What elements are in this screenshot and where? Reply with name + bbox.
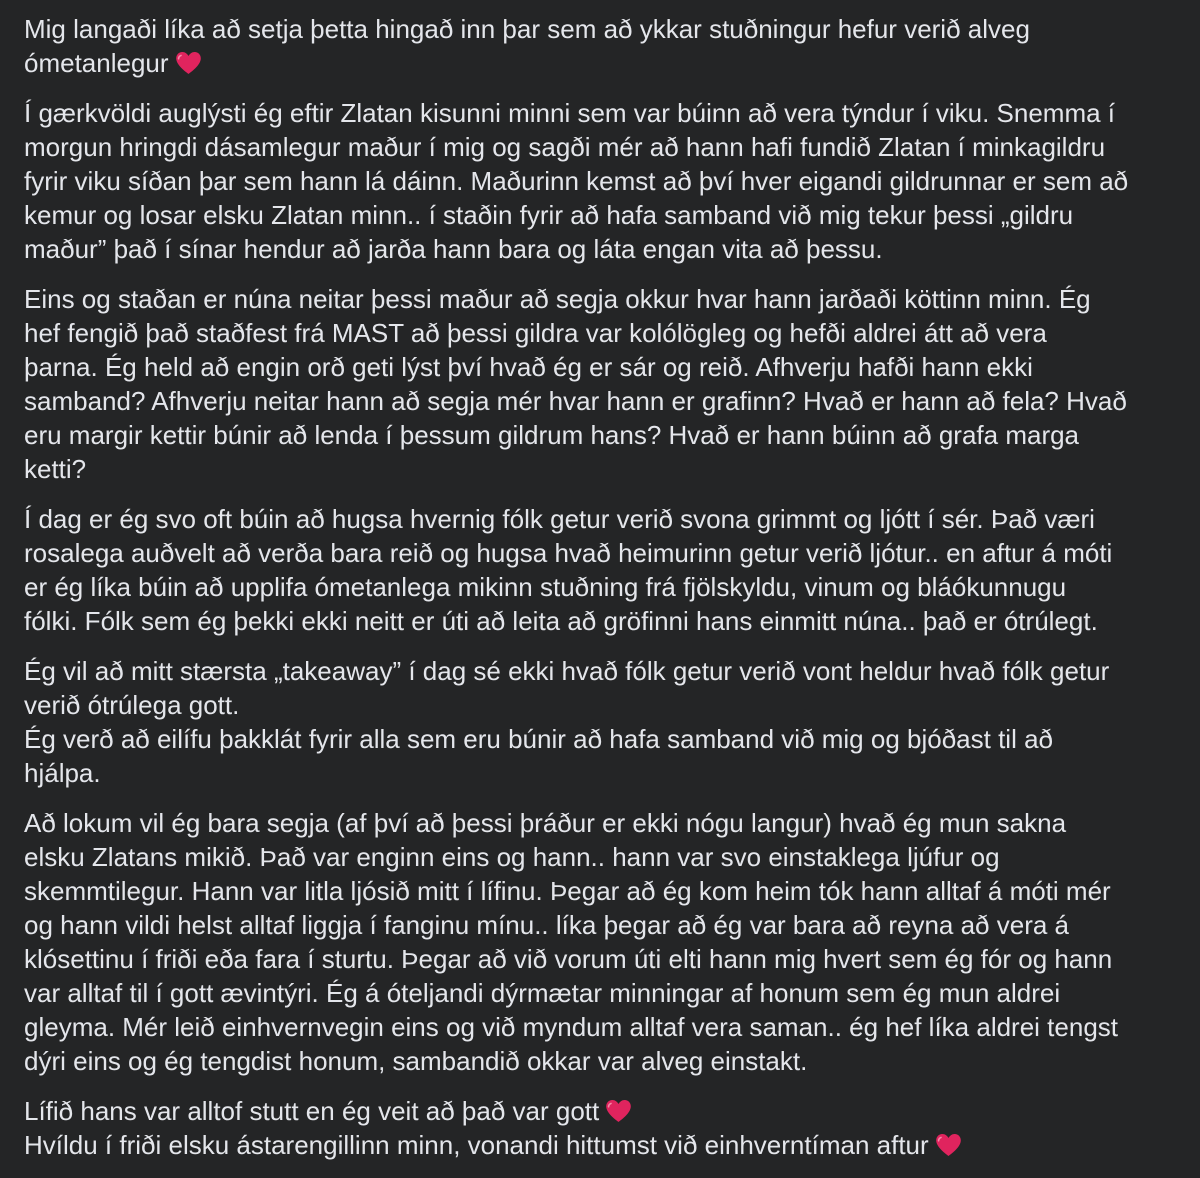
paragraph-7 (24, 1094, 1192, 1162)
text-line: skemmtilegur. Hann var litla ljósið mitt í lífinu. Þegar að ég kom heim tók hann alltaf á móti mér (24, 876, 1111, 906)
text-line: klósettinu í friði eða fara í sturtu. Þegar að við vorum úti elti hann mig hvert sem ég fór og hann (24, 944, 1113, 974)
paragraph-1 (24, 12, 1192, 80)
text-line: Í gærkvöldi auglýsti ég eftir Zlatan kisunni minni sem var búinn að vera týndur í viku. Snemma í (24, 98, 1116, 128)
text-line: kemur og losar elsku Zlatan minn.. í staðin fyrir að hafa samband við mig tekur þessi „gildru (24, 200, 1074, 230)
text-line: er ég líka búin að upplifa ómetanlega mikinn stuðning frá fjölskyldu, vinum og bláókunnugu (24, 572, 1067, 602)
text-line: var alltaf til í gott ævintýri. Ég á óteljandi dýrmætar minningar af honum sem ég mun aldrei (24, 978, 1061, 1008)
text-line: þarna. Ég held að engin orð geti lýst því hvað ég er sár og reið. Afhverju hafði hann ekki (24, 352, 1033, 382)
text-line: dýri eins og ég tengdist honum, sambandið okkar var alveg einstakt. (24, 1046, 808, 1076)
text-line: eru margir kettir búnir að lenda í þessum gildrum hans? Hvað er hann búinn að grafa marga (24, 420, 1080, 450)
text-line: ómetanlegur (24, 48, 169, 78)
text-line: ketti? (24, 454, 87, 484)
text-line: Hvíldu í friði elsku ástarengillinn minn, vonandi hittumst við einhverntíman aftur (24, 1130, 929, 1160)
text-line: maður” það í sínar hendur að jarða hann bara og láta engan vita að þessu. (24, 234, 883, 264)
text-line-with-heart (24, 46, 1192, 80)
heart-icon (175, 51, 202, 75)
text-line: og hann vildi helst alltaf liggja í fanginu mínu.. líka þegar að ég var bara að reyna að vera á (24, 910, 1069, 940)
text-line: Að lokum vil ég bara segja (af því að þessi þráður er ekki nógu langur) hvað ég mun sakna (24, 808, 1067, 838)
paragraph-5 (24, 654, 1192, 790)
heart-icon (935, 1133, 962, 1157)
paragraph-4 (24, 502, 1192, 638)
paragraph-6 (24, 806, 1192, 1078)
text-line: Ég verð að eilífu þakklát fyrir alla sem eru búnir að hafa samband við mig og bjóðast til að (24, 724, 1053, 754)
paragraph-3 (24, 282, 1192, 486)
text-line: hjálpa. (24, 758, 101, 788)
text-line: hef fengið það staðfest frá MAST að þessi gildra var kolólögleg og hefði aldrei átt að vera (24, 318, 1047, 348)
text-line: elsku Zlatans mikið. Það var enginn eins og hann.. hann var svo einstaklega ljúfur og (24, 842, 1000, 872)
text-line: morgun hringdi dásamlegur maður í mig og sagði mér að hann hafi fundið Zlatan í minkagildru (24, 132, 1106, 162)
text-line: gleyma. Mér leið einhvernvegin eins og við myndum alltaf vera saman.. ég hef líka aldrei tengst (24, 1012, 1119, 1042)
text-line: Mig langaði líka að setja þetta hingað inn þar sem að ykkar stuðningur hefur verið alveg (24, 14, 1030, 44)
heart-icon (605, 1099, 632, 1123)
text-line: Lífið hans var alltof stutt en ég veit að það var gott (24, 1096, 600, 1126)
text-line-with-heart (24, 1094, 1192, 1128)
paragraph-2 (24, 96, 1192, 266)
post-body (24, 12, 1192, 1178)
text-line: fyrir viku síðan þar sem hann lá dáinn. Maðurinn kemst að því hver eigandi gildrunnar er sem að (24, 166, 1129, 196)
text-line-with-heart (24, 1128, 1192, 1162)
text-line: Í dag er ég svo oft búin að hugsa hvernig fólk getur verið svona grimmt og ljótt í sér. Það væri (24, 504, 1095, 534)
text-line: verið ótrúlega gott. (24, 690, 240, 720)
text-line: Eins og staðan er núna neitar þessi maður að segja okkur hvar hann jarðaði köttinn minn. Ég (24, 284, 1091, 314)
text-line: rosalega auðvelt að verða bara reið og hugsa hvað heimurinn getur verið ljótur.. en aftur á móti (24, 538, 1113, 568)
text-line: samband? Afhverju neitar hann að segja mér hvar hann er grafinn? Hvað er hann að fela? Hvað (24, 386, 1127, 416)
text-line: fólki. Fólk sem ég þekki ekki neitt er úti að leita að gröfinni hans einmitt núna.. það er ótrúlegt. (24, 606, 1098, 636)
text-line: Ég vil að mitt stærsta „takeaway” í dag sé ekki hvað fólk getur verið vont heldur hvað fólk getur (24, 656, 1110, 686)
